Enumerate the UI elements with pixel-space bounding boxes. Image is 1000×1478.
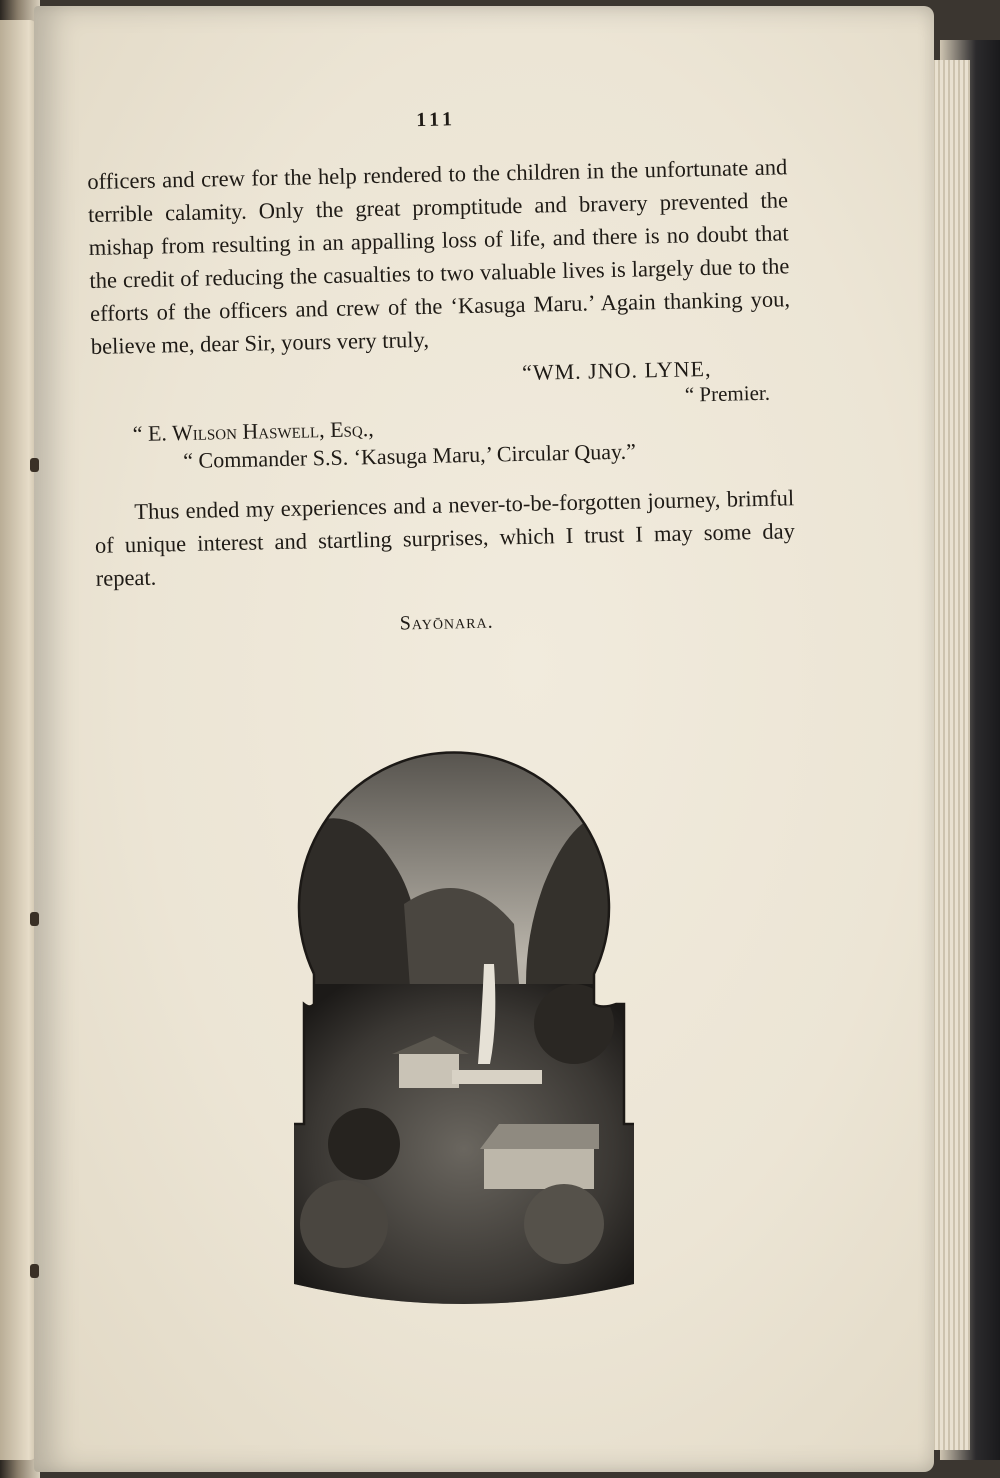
binding-stitch xyxy=(30,912,39,926)
page-number: 111 xyxy=(416,108,457,132)
signature-title: “ Premier. xyxy=(684,380,771,407)
signature-name: “WM. JNO. LYNE, xyxy=(521,355,712,385)
book-page xyxy=(34,6,934,1472)
closing-paragraph: Thus ended my experiences and a never-to-be-forgotten journey, brimful of unique interest and startling surprises, which I trust I may some day repeat. xyxy=(94,485,796,591)
closing-word: Sayōnara. xyxy=(399,610,494,635)
address-ship: “ Commander S.S. ‘Kasuga Maru,’ Circular Quay.” xyxy=(182,438,637,474)
previous-page-edge xyxy=(0,20,36,1460)
waterfall-illustration xyxy=(284,724,644,1314)
page-text xyxy=(86,101,797,642)
page-stack-edge xyxy=(930,60,970,1450)
binding-stitch xyxy=(30,458,39,472)
letter-body: officers and crew for the help rendered to the children in the unfortunate and terrible calamity. Only the great promptitude and bravery prevented the mishap from resulting in an appalling loss of life, and there is no doubt that the credit of reducing the casualties to two valuable lives is largely due to the efforts of the officers and crew of the ‘Kasuga Maru.’ Again thanking you, believe me, dear Sir, yours very truly, xyxy=(87,154,791,359)
binding-stitch xyxy=(30,1264,39,1278)
address-recipient: “ E. Wilson Haswell, Esq., xyxy=(132,416,374,447)
